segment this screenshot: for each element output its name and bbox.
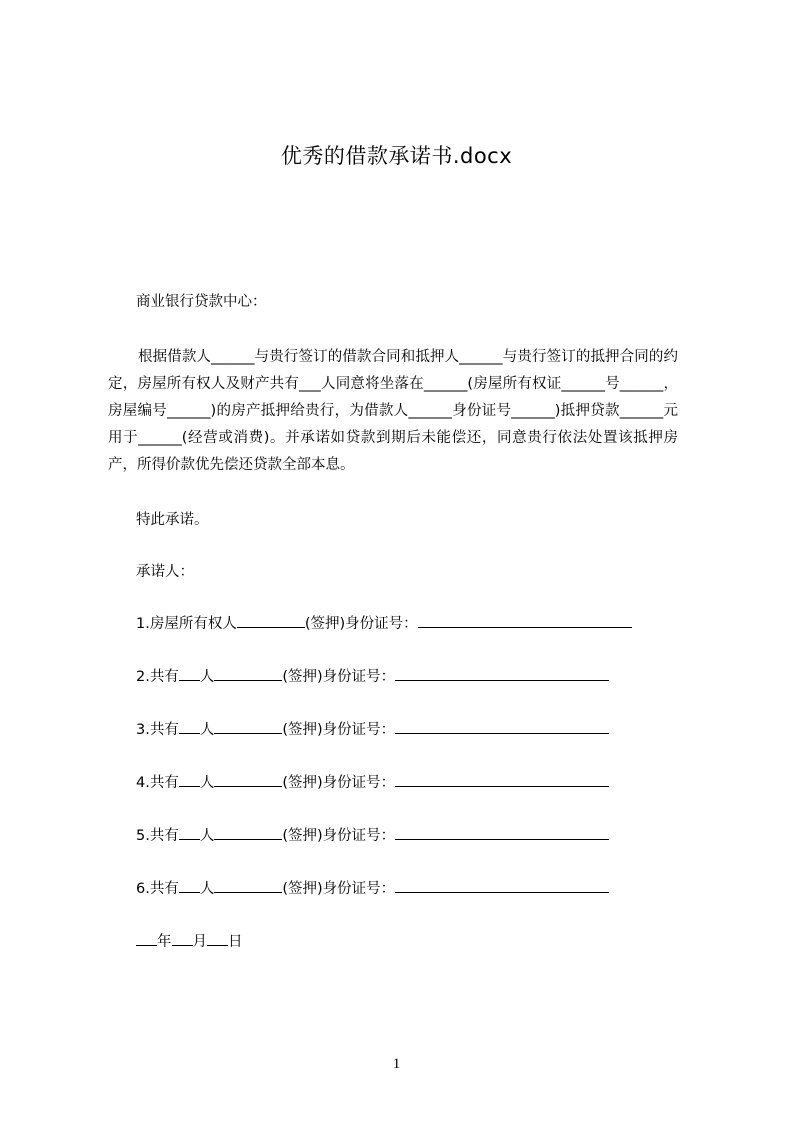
date-line — [136, 930, 243, 951]
signatory-prefix: 4.共有 — [136, 775, 179, 791]
document-title: 优秀的借款承诺书.docx — [280, 144, 513, 168]
id-number-blank[interactable] — [395, 878, 609, 893]
signatory-prefix: 2.共有 — [136, 669, 179, 685]
month-blank[interactable] — [172, 931, 193, 946]
day-label: 日 — [228, 934, 243, 950]
signatory-line-3 — [136, 718, 609, 739]
page-number: 1 — [392, 1056, 401, 1072]
signatory-label: 承诺人： — [136, 564, 194, 580]
body-paragraph: 根据借款人______与贵行签订的借款合同和抵押人______与贵行签订的抵押合同的约定，房屋所有权人及财产共有___人同意将坐落在______(房屋所有权证______号______，房屋编号______)的房产抵押给贵行，为借款人______身份证号______)抵押贷款______元用于______(经营或消费)。并承诺如贷款到期后未能偿还，同意贵行依法处置该抵押房产，所得价款优先偿还贷款全部本息。 — [108, 349, 678, 473]
closing-statement: 特此承诺。 — [136, 512, 209, 528]
month-label: 月 — [192, 934, 207, 950]
signature-blank[interactable] — [237, 613, 305, 628]
signatory-id-label: (签押)身份证号： — [282, 722, 396, 738]
signatory-unit: 人 — [199, 775, 215, 791]
salutation: 商业银行贷款中心： — [136, 294, 267, 310]
signature-blank[interactable] — [214, 772, 282, 787]
signatory-id-label: (签押)身份证号： — [282, 669, 396, 685]
signatory-prefix: 3.共有 — [136, 722, 179, 738]
signatory-unit: 人 — [199, 722, 215, 738]
signatory-line-6 — [136, 877, 609, 898]
signatory-id-label: (签押)身份证号： — [282, 828, 396, 844]
signature-blank[interactable] — [214, 719, 282, 734]
count-blank[interactable] — [179, 825, 200, 840]
signatory-line-1 — [136, 612, 632, 633]
signatory-line-5 — [136, 824, 609, 845]
signatory-unit: 人 — [199, 828, 215, 844]
signature-blank[interactable] — [214, 666, 282, 681]
year-label: 年 — [157, 934, 172, 950]
signatory-id-label: (签押)身份证号： — [282, 775, 396, 791]
year-blank[interactable] — [136, 931, 157, 946]
count-blank[interactable] — [179, 878, 200, 893]
id-number-blank[interactable] — [395, 825, 609, 840]
id-number-blank[interactable] — [395, 719, 609, 734]
signatory-line-2 — [136, 665, 609, 686]
day-blank[interactable] — [207, 931, 228, 946]
signature-blank[interactable] — [214, 878, 282, 893]
signatory-unit: 人 — [199, 881, 215, 897]
signatory-prefix: 1.房屋所有权人 — [136, 616, 237, 632]
signatory-id-label: (签押)身份证号： — [304, 616, 418, 632]
signatory-unit: 人 — [199, 669, 215, 685]
signature-blank[interactable] — [214, 825, 282, 840]
count-blank[interactable] — [179, 719, 200, 734]
id-number-blank[interactable] — [418, 613, 632, 628]
signatory-id-label: (签押)身份证号： — [282, 881, 396, 897]
signatory-line-4 — [136, 771, 609, 792]
id-number-blank[interactable] — [395, 666, 609, 681]
id-number-blank[interactable] — [395, 772, 609, 787]
signatory-prefix: 6.共有 — [136, 881, 179, 897]
count-blank[interactable] — [179, 772, 200, 787]
count-blank[interactable] — [179, 666, 200, 681]
signatory-prefix: 5.共有 — [136, 828, 179, 844]
